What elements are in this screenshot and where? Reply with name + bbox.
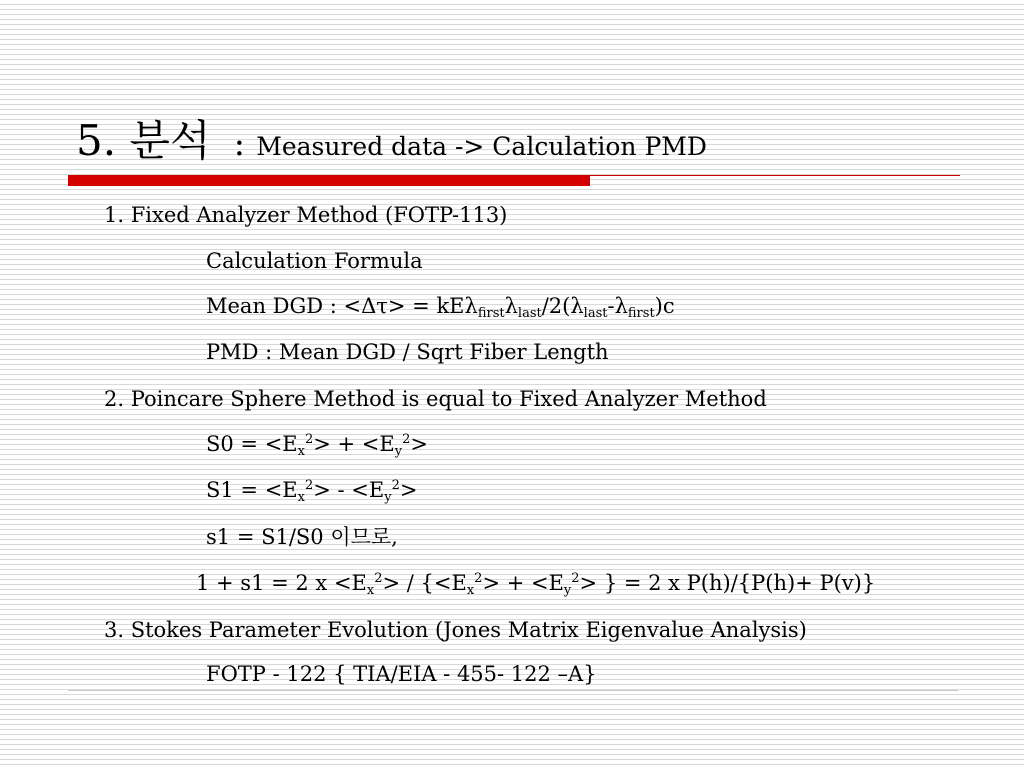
s1-ratio-formula — [206, 527, 398, 548]
superscript-text: 2 — [571, 571, 580, 586]
title-subtitle: Measured data -> Calculation PMD — [256, 132, 707, 161]
formula-text: > + <E — [313, 432, 395, 456]
formula-text: -λ — [607, 294, 628, 318]
one-plus-s1-formula — [196, 571, 876, 598]
subscript-text: x — [366, 583, 375, 598]
formula-text: PMD : Mean DGD / Sqrt Fiber Length — [206, 340, 609, 364]
title-accent-line — [590, 175, 960, 176]
subscript-text: last — [583, 306, 608, 321]
subscript-text: y — [384, 490, 392, 505]
superscript-text: 2 — [402, 432, 411, 447]
formula-text: > - <E — [313, 478, 385, 502]
formula-text: 1 + s1 = 2 x <E — [196, 571, 367, 595]
title-colon: : — [233, 124, 246, 164]
formula-text: 1. Fixed Analyzer Method (FOTP-113) — [104, 203, 508, 227]
formula-text: > / {<E — [382, 571, 467, 595]
formula-text: )c — [654, 294, 675, 318]
subscript-text: first — [477, 306, 505, 321]
subscript-text: y — [394, 444, 403, 459]
pmd-formula — [206, 342, 609, 363]
superscript-text: 2 — [474, 571, 483, 586]
s0-formula — [206, 432, 428, 459]
superscript-text: 2 — [391, 478, 400, 493]
subscript-text: first — [627, 306, 655, 321]
formula-text: s1 = S1/S0 이므로, — [206, 525, 398, 549]
formula-text: S0 = <E — [206, 432, 298, 456]
superscript-text: 2 — [304, 478, 314, 493]
footer-rule — [68, 690, 958, 691]
fotp-122-reference — [206, 664, 597, 685]
formula-text: > — [399, 478, 418, 502]
slide-title — [76, 108, 707, 168]
subscript-text: x — [297, 490, 305, 505]
formula-text: λ — [504, 294, 518, 318]
superscript-text: 2 — [304, 432, 314, 447]
item-3-stokes-parameter — [104, 620, 807, 641]
formula-text: /2(λ — [541, 294, 584, 318]
item-1-fixed-analyzer — [104, 205, 507, 226]
subscript-text: x — [466, 583, 475, 598]
formula-text: > + <E — [482, 571, 564, 595]
formula-text: Calculation Formula — [206, 249, 423, 273]
title-accent-bar — [68, 175, 590, 186]
formula-text: > — [410, 432, 428, 456]
formula-text: Mean DGD : <Δτ> = kEλ — [206, 294, 478, 318]
mean-dgd-formula — [206, 294, 675, 321]
subscript-text: y — [563, 583, 572, 598]
title-section-number: 5. 분석 — [76, 116, 211, 165]
item-2-poincare-sphere — [104, 389, 767, 410]
formula-text: FOTP - 122 { TIA/EIA - 455- 122 –A} — [206, 662, 597, 686]
superscript-text: 2 — [374, 571, 383, 586]
s1-formula — [206, 478, 418, 505]
formula-text: S1 = <E — [206, 478, 298, 502]
formula-text: 3. Stokes Parameter Evolution (Jones Matrix Eigenvalue Analysis) — [104, 618, 807, 642]
subscript-text: x — [297, 444, 305, 459]
formula-text: > } = 2 x P(h)/{P(h)+ P(v)} — [579, 571, 876, 595]
formula-text: 2. Poincare Sphere Method is equal to Fixed Analyzer Method — [104, 387, 767, 411]
calculation-formula-label — [206, 251, 423, 272]
subscript-text: last — [517, 306, 542, 321]
